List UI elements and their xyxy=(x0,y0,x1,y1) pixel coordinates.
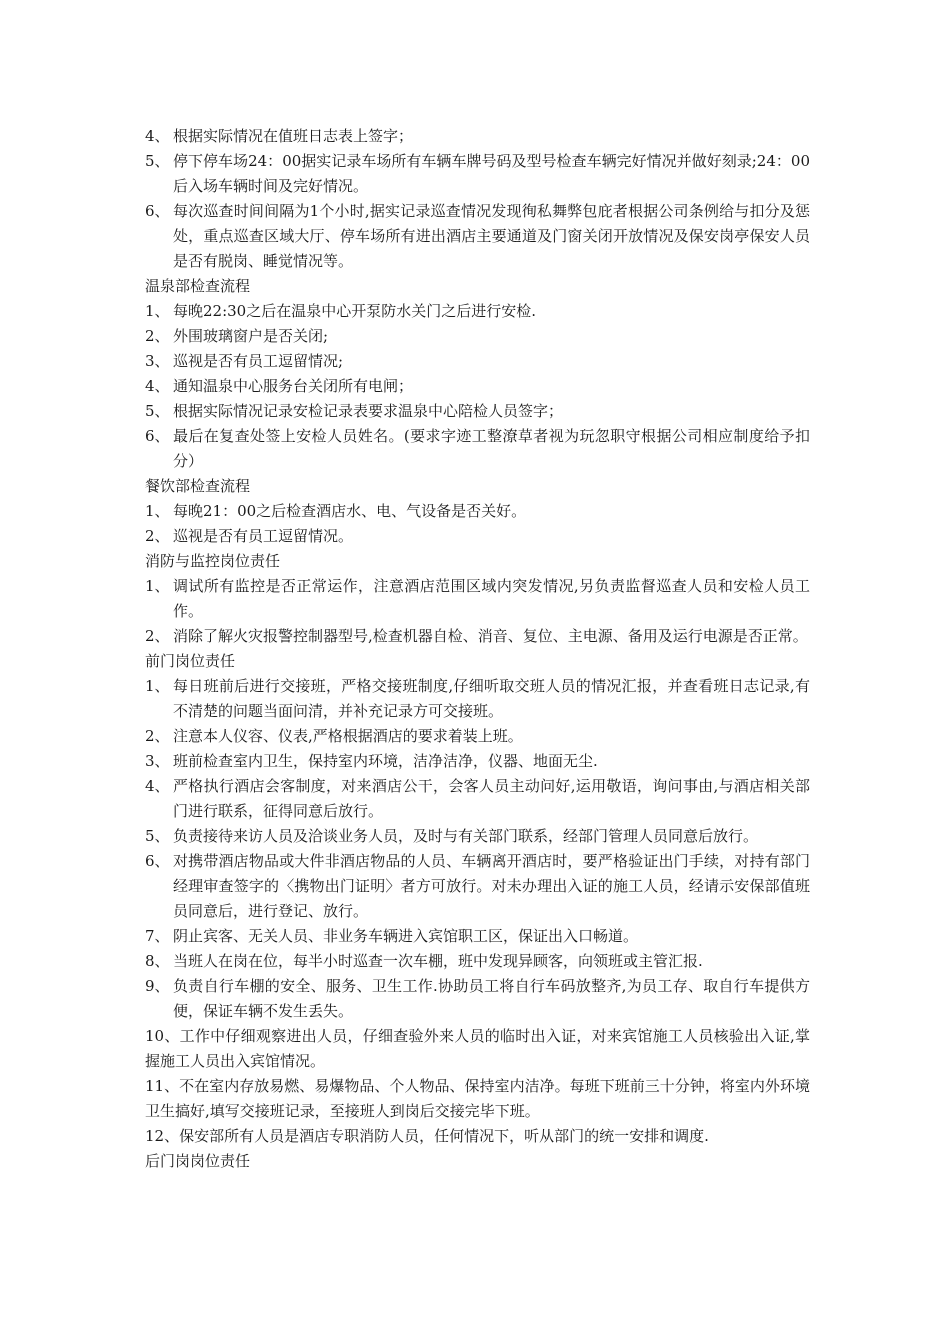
list-item xyxy=(145,624,810,649)
item-number: 9、 xyxy=(145,977,170,995)
list-item xyxy=(145,749,810,774)
item-text: 根据实际情况在值班日志表上签字； xyxy=(173,127,414,145)
list-item xyxy=(145,524,810,549)
item-number: 5、 xyxy=(145,827,170,845)
item-number: 7、 xyxy=(145,927,170,945)
item-text: 消除了解火灾报警控制器型号,检查机器自检、消音、复位、主电源、备用及运行电源是否正常。 xyxy=(173,627,808,645)
list-item-wide: 11、不在室内存放易燃、易爆物品、个人物品、保持室内洁净。每班下班前三十分钟，将室内外环境卫生搞好,填写交接班记录，至接班人到岗后交接完毕下班。 xyxy=(145,1077,810,1120)
list-item-wide: 12、保安部所有人员是酒店专职消防人员，任何情况下，听从部门的统一安排和调度. xyxy=(145,1127,709,1145)
section-heading: 餐饮部检查流程 xyxy=(145,477,251,495)
item-text: 对携带酒店物品或大件非酒店物品的人员、车辆离开酒店时，要严格验证出门手续，对持有部门经理审查签字的〈携物出门证明〉者方可放行。对未办理出入证的施工人员，经请示安保部值班员同意后，进行登记、放行。 xyxy=(173,852,810,920)
list-item-wide: 10、工作中仔细观察进出人员，仔细查验外来人员的临时出入证，对来宾馆施工人员核验出入证,掌握施工人员出入宾馆情况。 xyxy=(145,1027,810,1070)
list-item xyxy=(145,324,810,349)
item-number: 2、 xyxy=(145,627,170,645)
item-number: 2、 xyxy=(145,327,170,345)
item-number: 1、 xyxy=(145,577,170,595)
item-text: 每晚21：00之后检查酒店水、电、气设备是否关好。 xyxy=(173,502,527,520)
item-text: 根据实际情况记录安检记录表要求温泉中心陪检人员签字； xyxy=(173,402,564,420)
item-text: 最后在复查处签上安检人员姓名。(要求字迹工整潦草者视为玩忽职守根据公司相应制度给予扣分） xyxy=(173,427,810,470)
item-number: 5、 xyxy=(145,152,170,170)
item-number: 3、 xyxy=(145,352,170,370)
list-item xyxy=(145,374,810,399)
item-number: 4、 xyxy=(145,777,170,795)
item-text: 阴止宾客、无关人员、非业务车辆进入宾馆职工区，保证出入口畅道。 xyxy=(173,927,639,945)
item-text: 严格执行酒店会客制度，对来酒店公干，会客人员主动问好,运用敬语，询问事由,与酒店相关部门进行联系，征得同意后放行。 xyxy=(173,777,810,820)
item-text: 负责接待来访人员及洽谈业务人员，及时与有关部门联系，经部门管理人员同意后放行。 xyxy=(173,827,759,845)
list-item xyxy=(145,399,810,424)
section-heading: 后门岗岗位责任 xyxy=(145,1152,251,1170)
list-item xyxy=(145,949,810,974)
item-number: 5、 xyxy=(145,402,170,420)
item-number: 2、 xyxy=(145,727,170,745)
list-item xyxy=(145,574,810,624)
list-item xyxy=(145,774,810,824)
list-item xyxy=(145,674,810,724)
item-number: 8、 xyxy=(145,952,170,970)
item-number: 6、 xyxy=(145,202,170,220)
list-item xyxy=(145,149,810,199)
list-item xyxy=(145,124,810,149)
section-heading: 消防与监控岗位责任 xyxy=(145,552,281,570)
item-text: 停下停车场24：00据实记录车场所有车辆车牌号码及型号检查车辆完好情况并做好刻录;24：00后入场车辆时间及完好情况。 xyxy=(173,152,810,195)
item-number: 6、 xyxy=(145,852,170,870)
item-number: 1、 xyxy=(145,302,170,320)
item-text: 通知温泉中心服务台关闭所有电闸； xyxy=(173,377,414,395)
list-item xyxy=(145,499,810,524)
item-number: 1、 xyxy=(145,502,170,520)
item-text: 巡视是否有员工逗留情况; xyxy=(173,352,344,370)
item-number: 3、 xyxy=(145,752,170,770)
item-number: 4、 xyxy=(145,127,170,145)
list-item xyxy=(145,924,810,949)
list-item xyxy=(145,849,810,924)
document-page xyxy=(145,124,810,1174)
item-text: 注意本人仪容、仪表,严格根据酒店的要求着装上班。 xyxy=(173,727,523,745)
item-text: 班前检查室内卫生，保持室内环境，洁净洁净，仪器、地面无尘. xyxy=(173,752,598,770)
list-item xyxy=(145,724,810,749)
item-text: 巡视是否有员工逗留情况。 xyxy=(173,527,354,545)
item-number: 4、 xyxy=(145,377,170,395)
list-item xyxy=(145,299,810,324)
item-text: 当班人在岗在位，每半小时巡查一次车棚，班中发现异顾客，向领班或主管汇报. xyxy=(173,952,703,970)
section-heading: 前门岗位责任 xyxy=(145,652,236,670)
item-text: 每次巡查时间间隔为1个小时,据实记录巡查情况发现徇私舞弊包庇者根据公司条例给与扣分及惩处，重点巡查区域大厅、停车场所有进出酒店主要通道及门窗关闭开放情况及保安岗亭保安人员是否有脱岗、睡觉情况等。 xyxy=(173,202,810,270)
list-item xyxy=(145,424,810,474)
list-item xyxy=(145,974,810,1024)
item-number: 6、 xyxy=(145,427,170,445)
item-text: 负责自行车棚的安全、服务、卫生工作.协助员工将自行车码放整齐,为员工存、取自行车提供方便，保证车辆不发生丢失。 xyxy=(173,977,810,1020)
item-text: 外围玻璃窗户是否关闭; xyxy=(173,327,329,345)
item-text: 调试所有监控是否正常运作，注意酒店范围区域内突发情况,另负责监督巡查人员和安检人员工作。 xyxy=(173,577,810,620)
item-text: 每日班前后进行交接班，严格交接班制度,仔细听取交班人员的情况汇报，并查看班日志记录,有不清楚的问题当面问清，并补充记录方可交接班。 xyxy=(173,677,810,720)
item-number: 2、 xyxy=(145,527,170,545)
item-number: 1、 xyxy=(145,677,170,695)
section-heading: 温泉部检查流程 xyxy=(145,277,251,295)
list-item xyxy=(145,824,810,849)
list-item xyxy=(145,349,810,374)
list-item xyxy=(145,199,810,274)
item-text: 每晚22:30之后在温泉中心开泵防水关门之后进行安检. xyxy=(173,302,536,320)
